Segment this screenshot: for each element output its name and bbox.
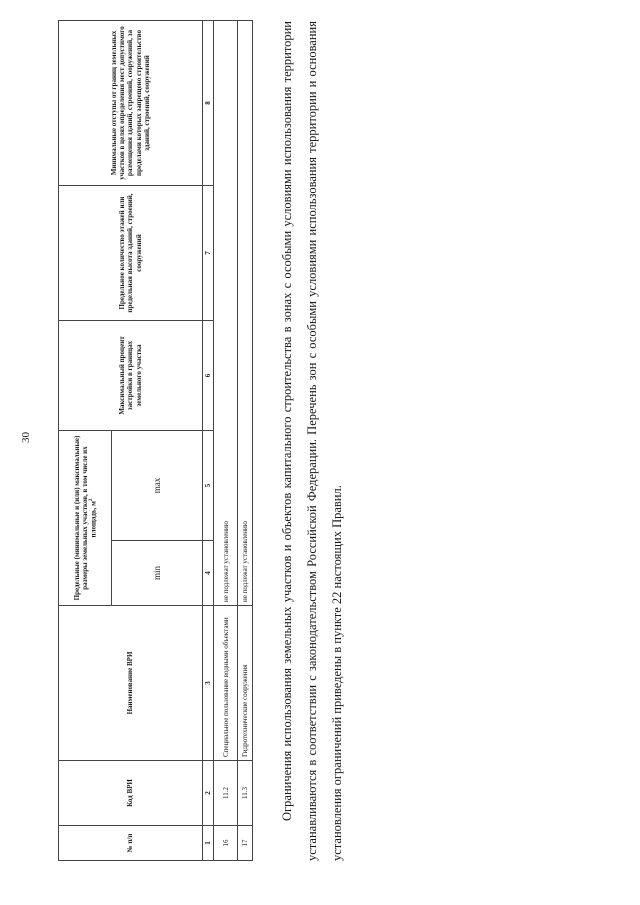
- page-number: 30: [20, 432, 32, 443]
- table-row: [238, 21, 253, 861]
- row-note: не подлежат установлению: [214, 21, 238, 606]
- header-build-percent: Максимальный процент застройки в границах земельного участка: [59, 321, 203, 431]
- row-code: 11.3: [238, 761, 253, 826]
- header-num: № п/п: [59, 826, 203, 861]
- row-num: 16: [214, 826, 238, 861]
- table-row: [214, 21, 238, 861]
- col-number: 2: [203, 761, 214, 826]
- header-setback: Минимальные отступы от границ земельных участков в целях определения мест допустимого размещения зданий, строений, сооружений, за пределами которых запрещено строительство зданий, строений, сооружений: [59, 21, 203, 186]
- header-floors: Предельное количество этажей или предельная высота зданий, строений, сооружений: [59, 186, 203, 321]
- header-max: max: [112, 431, 203, 541]
- header-size-sup: 2: [88, 498, 94, 502]
- col-number: 5: [203, 431, 214, 541]
- header-name: Наименование ВРИ: [59, 606, 203, 761]
- col-number: 8: [203, 21, 214, 186]
- col-number: 7: [203, 186, 214, 321]
- header-size: [59, 431, 112, 606]
- col-number: 4: [203, 541, 214, 606]
- col-number: 1: [203, 826, 214, 861]
- row-name: Специальное пользование водными объектами: [214, 606, 238, 761]
- row-note: не подлежат установлению: [238, 21, 253, 606]
- col-number: 3: [203, 606, 214, 761]
- col-number: 6: [203, 321, 214, 431]
- paragraph-text: Ограничения использования земельных участков и объектов капитального строительства в зонах с особыми условиями использования территории устанавливаются в соответствии с законодательством Российской Федерации. Перечень зон с особыми условиями использования территории и основания установления ограничений приведены в пункте 22 настоящих Правил.: [280, 21, 344, 861]
- body-paragraph: [275, 21, 350, 861]
- row-num: 17: [238, 826, 253, 861]
- land-use-table: [58, 20, 253, 861]
- header-min: min: [112, 541, 203, 606]
- header-code: Код ВРИ: [59, 761, 203, 826]
- row-name: Гидротехнические сооружения: [238, 606, 253, 761]
- row-code: 11.2: [214, 761, 238, 826]
- header-size-text: Предельные (минимальные и (или) максимальные) размеры земельных участков, в том числе их площадь, м: [72, 435, 98, 601]
